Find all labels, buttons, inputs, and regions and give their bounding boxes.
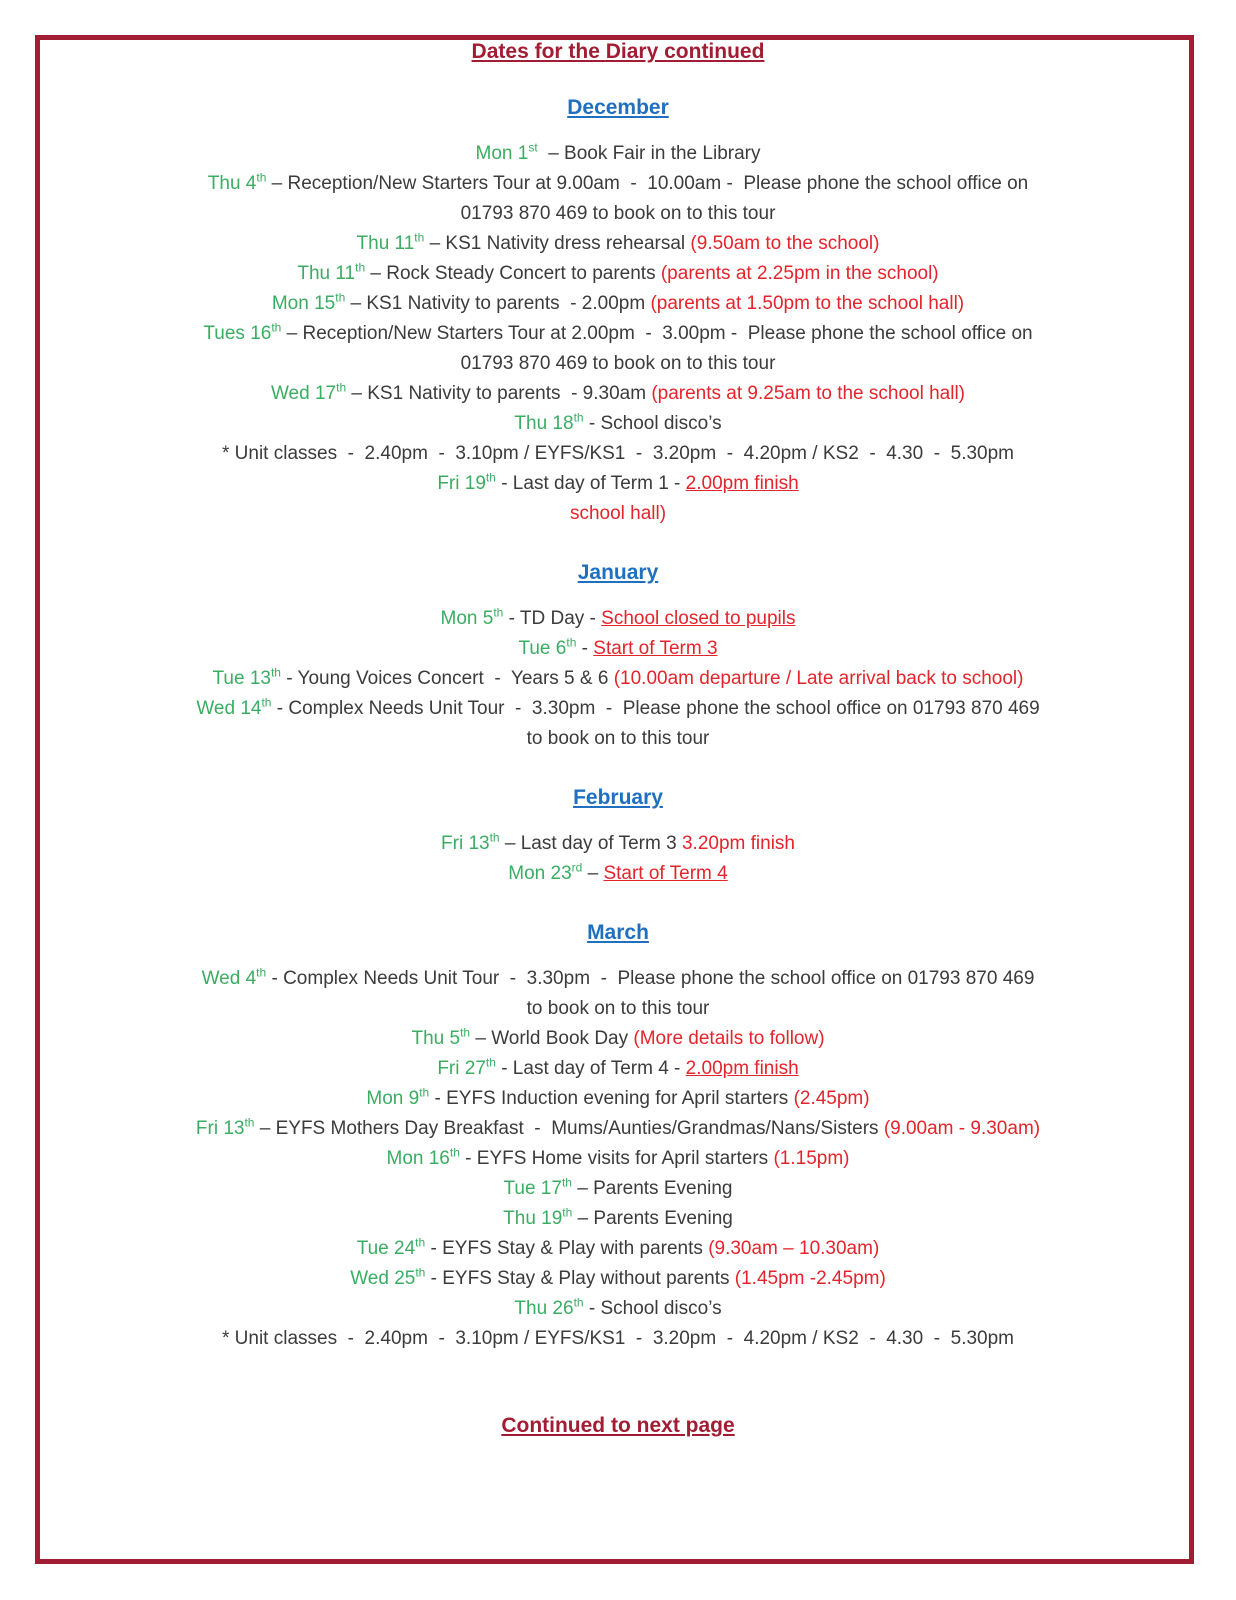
page-title: Dates for the Diary continued — [471, 40, 765, 63]
event-date: Thu 18 — [514, 413, 574, 434]
month-heading: January — [577, 561, 659, 584]
month-section — [70, 921, 1166, 1354]
event-text: * Unit classes - 2.40pm - 3.10pm / EYFS/KS1 - 3.20pm - 4.20pm / KS2 - 4.30 - 5.30pm — [222, 1328, 1014, 1349]
event-date: Mon 9 — [366, 1088, 420, 1109]
event-date: Thu 26 — [514, 1298, 574, 1319]
event-text: - — [576, 638, 594, 659]
diary-line — [70, 1204, 1166, 1234]
event-highlight: (1.45pm -2.45pm) — [734, 1268, 886, 1289]
event-text: - Last day of Term 1 - — [495, 473, 686, 494]
event-date: th — [355, 260, 366, 275]
diary-line — [70, 1084, 1166, 1114]
diary-line — [70, 994, 1166, 1024]
event-text: - Complex Needs Unit Tour - 3.30pm - Please phone the school office on 01793 870 469 — [271, 698, 1040, 719]
event-highlight: 3.20pm finish — [681, 833, 795, 854]
event-text: 01793 870 469 to book on to this tour — [460, 353, 776, 374]
event-text: - Last day of Term 4 - — [495, 1058, 686, 1079]
event-date: Mon 1 — [475, 143, 529, 164]
diary-line — [70, 439, 1166, 469]
diary-line — [70, 694, 1166, 724]
diary-line — [70, 409, 1166, 439]
event-text: - EYFS Home visits for April starters — [459, 1148, 774, 1169]
diary-line — [70, 664, 1166, 694]
event-date: th — [415, 1265, 426, 1280]
diary-line — [70, 1054, 1166, 1084]
event-highlight: (More details to follow) — [633, 1028, 825, 1049]
event-text: - Young Voices Concert - Years 5 & 6 — [280, 668, 614, 689]
event-date: th — [336, 380, 347, 395]
month-heading: February — [573, 786, 663, 809]
event-highlight: 2.00pm finish — [685, 473, 799, 494]
event-text: – Parents Evening — [572, 1208, 733, 1229]
event-date: Tue 13 — [212, 668, 271, 689]
event-date: Mon 16 — [386, 1148, 450, 1169]
event-date: th — [562, 1205, 573, 1220]
event-text: - School disco’s — [583, 1298, 722, 1319]
diary-line — [70, 259, 1166, 289]
event-date: th — [561, 1175, 572, 1190]
sections — [70, 96, 1166, 1354]
month-section — [70, 561, 1166, 754]
event-date: Wed 4 — [201, 968, 257, 989]
event-text: to book on to this tour — [526, 728, 710, 749]
event-date: Fri 19 — [437, 473, 486, 494]
event-highlight: (2.45pm) — [793, 1088, 870, 1109]
diary-line — [70, 499, 1166, 529]
diary-line — [70, 964, 1166, 994]
diary-line — [70, 289, 1166, 319]
month-heading: March — [587, 921, 649, 944]
event-text: – Book Fair in the Library — [537, 143, 761, 164]
diary-line — [70, 604, 1166, 634]
event-highlight: (9.30am – 10.30am) — [708, 1238, 880, 1259]
event-date: Tue 24 — [356, 1238, 416, 1259]
diary-line — [70, 469, 1166, 499]
event-date: th — [256, 965, 267, 980]
event-text: – EYFS Mothers Day Breakfast - Mums/Aunties/Grandmas/Nans/Sisters — [254, 1118, 884, 1139]
diary-line — [70, 1144, 1166, 1174]
event-date: th — [335, 290, 346, 305]
event-date: Thu 11 — [356, 233, 415, 254]
continued-footer: Continued to next page — [501, 1414, 735, 1437]
event-highlight: Start of Term 4 — [603, 863, 728, 884]
event-date: Mon 23 — [508, 863, 572, 884]
event-date: th — [573, 1295, 584, 1310]
event-highlight: school hall) — [569, 503, 667, 524]
event-date: th — [449, 1145, 460, 1160]
diary-line — [70, 1114, 1166, 1144]
diary-line — [70, 634, 1166, 664]
event-text: - School disco’s — [583, 413, 722, 434]
event-date: Mon 5 — [440, 608, 494, 629]
event-date: th — [493, 605, 504, 620]
event-text: 01793 870 469 to book on to this tour — [460, 203, 776, 224]
event-highlight: (parents at 1.50pm to the school hall) — [650, 293, 965, 314]
event-date: Thu 11 — [297, 263, 356, 284]
event-highlight: (1.15pm) — [773, 1148, 850, 1169]
event-text: - EYFS Stay & Play with parents — [425, 1238, 709, 1259]
event-text: – Last day of Term 3 — [499, 833, 682, 854]
event-date: th — [244, 1115, 255, 1130]
diary-line — [70, 1234, 1166, 1264]
event-text: – Rock Steady Concert to parents — [365, 263, 661, 284]
event-date: th — [485, 470, 496, 485]
event-date: Thu 19 — [503, 1208, 563, 1229]
event-highlight: (10.00am departure / Late arrival back to school) — [613, 668, 1024, 689]
month-section — [70, 96, 1166, 529]
event-text: – Reception/New Starters Tour at 9.00am - 10.00am - Please phone the school office on — [266, 173, 1029, 194]
event-highlight: (9.50am to the school) — [690, 233, 880, 254]
event-date: th — [573, 410, 584, 425]
event-text: – KS1 Nativity dress rehearsal — [424, 233, 691, 254]
event-date: Thu 5 — [411, 1028, 461, 1049]
event-text: - EYFS Stay & Play without parents — [425, 1268, 735, 1289]
event-date: Tues 16 — [203, 323, 272, 344]
event-date: th — [415, 1235, 426, 1250]
event-highlight: School closed to pupils — [601, 608, 796, 629]
event-highlight: 2.00pm finish — [685, 1058, 799, 1079]
diary-line — [70, 319, 1166, 349]
event-date: th — [489, 830, 500, 845]
diary-line — [70, 724, 1166, 754]
event-text: to book on to this tour — [526, 998, 710, 1019]
diary-line — [70, 1174, 1166, 1204]
event-date: th — [460, 1025, 471, 1040]
event-text: - EYFS Induction evening for April starters — [429, 1088, 794, 1109]
event-highlight: (parents at 9.25am to the school hall) — [651, 383, 966, 404]
event-date: st — [528, 140, 538, 155]
event-text: – KS1 Nativity to parents - 2.00pm — [345, 293, 651, 314]
event-date: Wed 14 — [196, 698, 262, 719]
event-date: th — [271, 320, 282, 335]
event-date: Wed 25 — [350, 1268, 416, 1289]
event-highlight: (9.00am - 9.30am) — [883, 1118, 1041, 1139]
event-text: – Parents Evening — [571, 1178, 733, 1199]
event-date: Tue 17 — [503, 1178, 562, 1199]
event-date: rd — [571, 860, 583, 875]
event-text: – World Book Day — [470, 1028, 634, 1049]
event-date: th — [256, 170, 267, 185]
diary-line — [70, 379, 1166, 409]
diary-line — [70, 829, 1166, 859]
event-date: th — [261, 695, 272, 710]
event-text: - TD Day - — [503, 608, 602, 629]
diary-line — [70, 1294, 1166, 1324]
diary-line — [70, 139, 1166, 169]
event-date: Wed 17 — [270, 383, 337, 404]
event-date: th — [419, 1085, 430, 1100]
event-date: Fri 13 — [195, 1118, 245, 1139]
month-heading: December — [567, 96, 669, 119]
diary-line — [70, 859, 1166, 889]
event-text: – — [582, 863, 604, 884]
event-date: th — [566, 635, 577, 650]
diary-line — [70, 169, 1166, 199]
event-highlight: Start of Term 3 — [593, 638, 718, 659]
event-date: th — [414, 230, 425, 245]
diary-line — [70, 349, 1166, 379]
event-text: – Reception/New Starters Tour at 2.00pm - 3.00pm - Please phone the school office on — [281, 323, 1033, 344]
diary-line — [70, 1264, 1166, 1294]
diary-line — [70, 199, 1166, 229]
event-date: th — [485, 1055, 496, 1070]
event-highlight: (parents at 2.25pm in the school) — [660, 263, 939, 284]
event-date: Mon 15 — [271, 293, 336, 314]
event-text: * Unit classes - 2.40pm - 3.10pm / EYFS/KS1 - 3.20pm - 4.20pm / KS2 - 4.30 - 5.30pm — [222, 443, 1014, 464]
month-section — [70, 786, 1166, 889]
event-date: Thu 4 — [207, 173, 257, 194]
event-date: th — [270, 665, 281, 680]
event-date: Fri 27 — [437, 1058, 486, 1079]
diary-line — [70, 1024, 1166, 1054]
diary-line — [70, 229, 1166, 259]
event-text: - Complex Needs Unit Tour - 3.30pm - Please phone the school office on 01793 870 469 — [266, 968, 1035, 989]
event-text: – KS1 Nativity to parents - 9.30am — [346, 383, 652, 404]
diary-line — [70, 1324, 1166, 1354]
event-date: Tue 6 — [518, 638, 567, 659]
event-date: Fri 13 — [441, 833, 490, 854]
